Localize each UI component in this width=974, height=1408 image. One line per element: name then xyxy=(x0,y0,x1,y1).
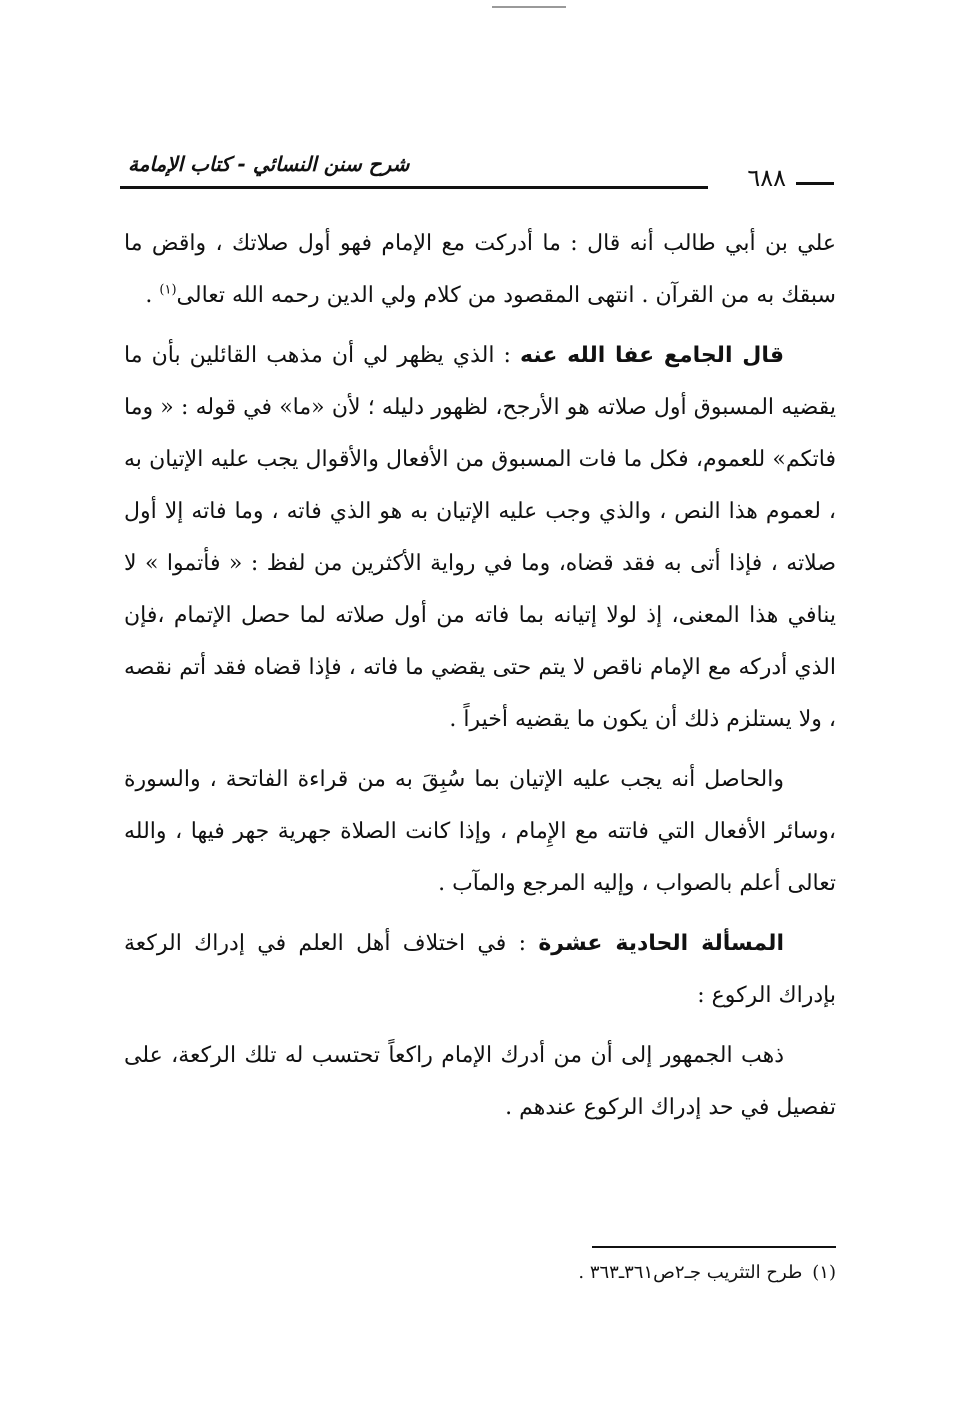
page-header xyxy=(120,150,834,200)
paragraph-2-lead: قال الجامع عفا الله عنه xyxy=(520,343,785,368)
paragraph-1-text: علي بن أبي طالب أنه قال : ما أدركت مع الإمام فهو أول صلاتك ، واقض ما سبقك به من القرآن . انتهى المقصود من كلام ولي الدين رحمه الله تعالى xyxy=(124,231,836,308)
footnote-text: طرح التثريب جـ٢ص٣٦١ـ٣٦٣ . xyxy=(578,1262,803,1283)
paragraph-2 xyxy=(124,330,836,746)
page-number-dash xyxy=(796,182,834,185)
page-number: ٦٨٨ xyxy=(747,164,786,192)
main-text xyxy=(124,218,836,1142)
footnote-rule xyxy=(592,1246,836,1248)
paragraph-4-text: : في اختلاف أهل العلم في إدراك الركعة بإدراك الركوع : xyxy=(124,931,836,1008)
footnote-mark: (١) xyxy=(812,1262,836,1283)
paragraph-3-text: والحاصل أنه يجب عليه الإتيان بما سُبِقَ به من قراءة الفاتحة ، والسورة ،وسائر الأفعال التي فاتته مع الإِمام ، وإذا كانت الصلاة جهرية جهر فيها ، والله تعالى أعلم بالصواب ، وإليه المرجع والمآب . xyxy=(124,767,836,896)
footnote-reference: (١) xyxy=(159,282,177,298)
paragraph-5 xyxy=(124,1030,836,1134)
paragraph-2-text: : الذي يظهر لي أن مذهب القائلين بأن ما يقضيه المسبوق أول صلاته هو الأرجح، لظهور دليله ؛ لأن «ما» في قوله : « وما فاتكم» للعموم، فكل ما فات المسبوق من الأفعال والأقوال يجب عليه الإتيان به ، لعموم هذا النص ، والذي وجب عليه الإتيان به هو الذي فاته ، وما فاته إلا أول صلاته ، فإذا أتى به فقد قضاه، وما في رواية الأكثرين من لفظ : « فأتموا » لا ينافي هذا المعنى، إذ لولا إتيانه بما فاته من أول صلاته لما حصل الإتمام ،فإن الذي أدركه مع الإمام ناقص لا يتم حتى يقضي ما فاته ، فإذا قضاه فقد أتم نقصه ، ولا يستلزم ذلك أن يكون ما يقضيه أخيراً . xyxy=(124,343,836,732)
paragraph-1-end: . xyxy=(145,283,160,308)
footnote xyxy=(578,1262,836,1283)
paragraph-3 xyxy=(124,754,836,910)
paragraph-5-text: ذهب الجمهور إلى أن من أدرك الإمام راكعاً تحتسب له تلك الركعة، على تفصيل في حد إدراك الركوع عندهم . xyxy=(124,1043,836,1120)
paragraph-4 xyxy=(124,918,836,1022)
header-rule xyxy=(120,186,708,189)
paragraph-1 xyxy=(124,218,836,322)
running-title: شرح سنن النسائي - كتاب الإمامة xyxy=(128,152,410,176)
paragraph-4-lead: المسألة الحادية عشرة xyxy=(538,931,784,956)
top-decorative-rule xyxy=(492,6,566,8)
